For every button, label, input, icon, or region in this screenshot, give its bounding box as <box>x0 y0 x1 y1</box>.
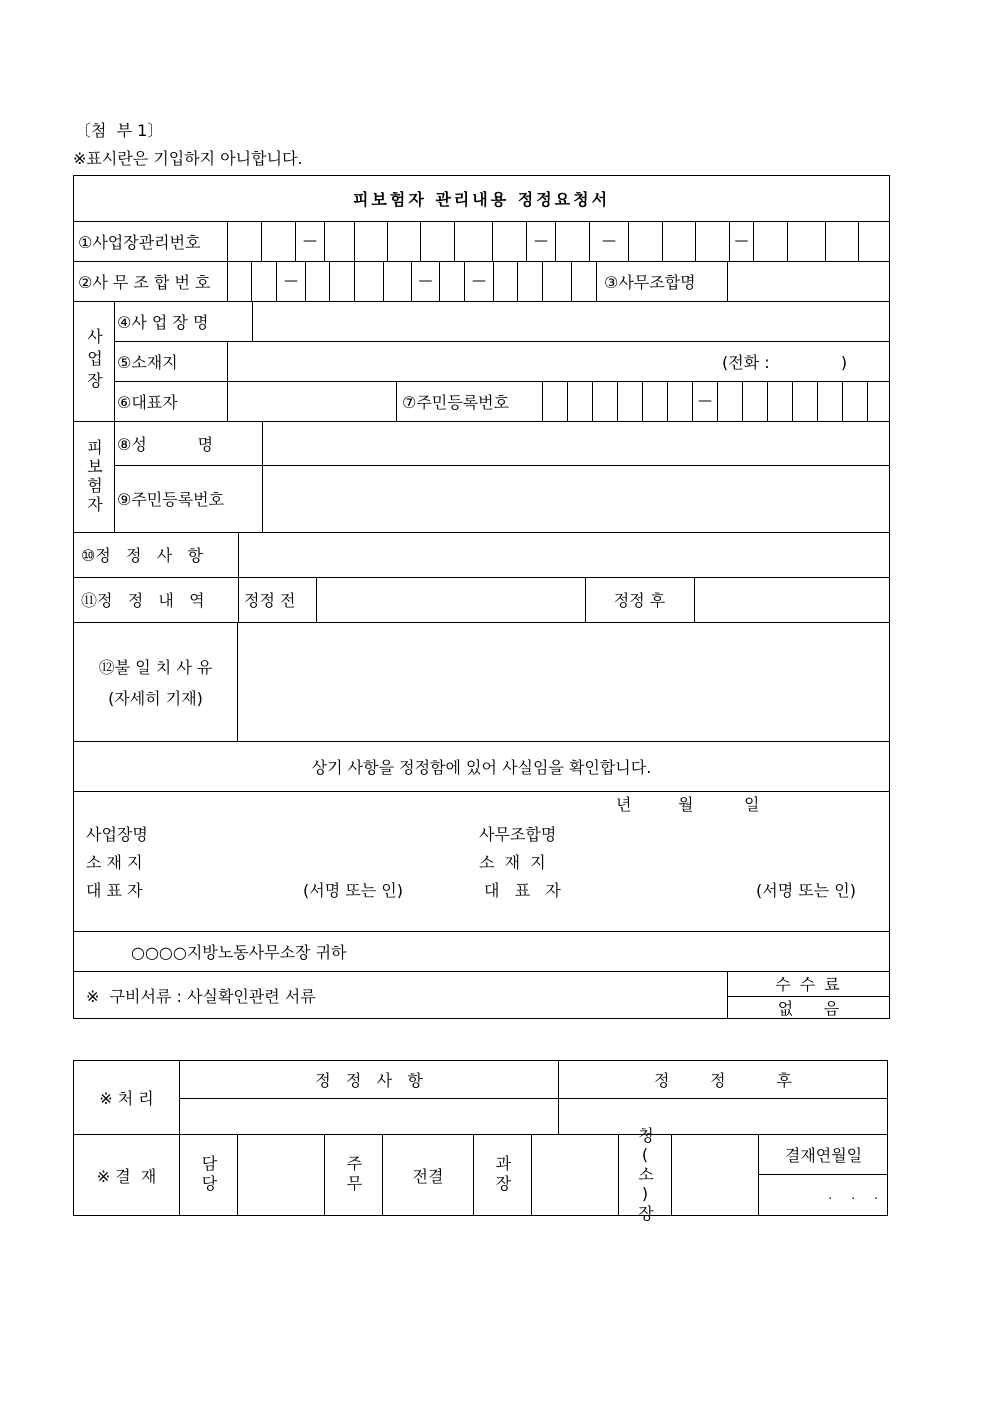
union-number-digit-box[interactable] <box>440 262 464 300</box>
sig-left-sign-or-seal[interactable]: (서명 또는 인) <box>303 880 403 900</box>
union-number-digit-box[interactable] <box>355 262 383 300</box>
business-mgmt-number-digit-box[interactable] <box>826 222 858 260</box>
business-mgmt-number-digit-box[interactable] <box>493 222 526 260</box>
insured-group-label: 피보험자 <box>84 438 104 515</box>
business-mgmt-number-label: ①사업장관리번호 <box>78 232 201 252</box>
sig-union-name-label: 사무조합명 <box>479 824 557 844</box>
union-number-separator: — <box>472 273 486 289</box>
rep-resident-number-digit-box[interactable] <box>718 382 742 420</box>
sig-business-name-label: 사업장명 <box>86 824 148 844</box>
business-mgmt-number-separator: — <box>303 233 317 249</box>
fee-label: 수 수 료 <box>775 975 842 994</box>
union-name-input[interactable] <box>728 262 888 300</box>
rep-resident-number-digit-box[interactable] <box>618 382 642 420</box>
business-mgmt-number-digit-box[interactable] <box>421 222 454 260</box>
correction-items-header: 정 정 사 항 <box>315 1071 423 1090</box>
correction-detail-label: ⑪정 정 내 역 <box>81 591 205 610</box>
insured-name-input[interactable] <box>263 422 888 464</box>
rep-resident-number-separator: — <box>698 393 712 409</box>
business-mgmt-number-separator: — <box>602 233 616 249</box>
business-group-label: 사업장 <box>84 328 104 394</box>
date-day: 일 <box>744 794 760 814</box>
chief-label: 주무 <box>344 1155 363 1195</box>
approval-date-value[interactable]: . . . <box>828 1188 878 1202</box>
after-correction-label: 정정 후 <box>613 591 666 610</box>
union-number-digit-box[interactable] <box>384 262 411 300</box>
attachment-label: 〔첨 부 1〕 <box>75 121 164 140</box>
fee-value: 없 음 <box>777 999 840 1018</box>
representative-label: ⑥대표자 <box>117 392 178 412</box>
business-mgmt-number-digit-box[interactable] <box>754 222 787 260</box>
union-number-separator: — <box>418 273 433 289</box>
union-number-digit-box[interactable] <box>518 262 542 300</box>
union-number-separator: — <box>284 273 298 289</box>
business-mgmt-number-separator: — <box>534 233 548 249</box>
insured-name-label: ⑧성 명 <box>117 434 214 454</box>
union-number-digit-box[interactable] <box>572 262 596 300</box>
union-number-digit-box[interactable] <box>494 262 517 300</box>
delegated-label: 전결 <box>412 1166 444 1186</box>
union-number-digit-box[interactable] <box>330 262 354 300</box>
rep-resident-number-digit-box[interactable] <box>593 382 617 420</box>
location-input[interactable] <box>228 342 708 380</box>
representative-input[interactable] <box>228 382 396 420</box>
business-name-label: ④사 업 장 명 <box>117 312 209 332</box>
business-mgmt-number-digit-box[interactable] <box>262 222 295 260</box>
correction-request-form <box>73 175 890 1019</box>
rep-resident-number-digit-box[interactable] <box>818 382 842 420</box>
before-correction-input[interactable] <box>317 578 585 621</box>
after-correction-input[interactable] <box>695 578 888 621</box>
director-sign-box[interactable] <box>672 1135 758 1215</box>
rep-resident-number-label: ⑦주민등록번호 <box>402 392 510 412</box>
correction-items-input[interactable] <box>180 1099 558 1134</box>
mismatch-reason-title: ⑫불 일 치 사 유 <box>98 657 213 677</box>
section-head-label: 과장 <box>493 1155 512 1195</box>
sig-union-representative-label: 대 표 자 <box>484 880 561 900</box>
union-number-digit-box[interactable] <box>306 262 329 300</box>
rep-resident-number-digit-box[interactable] <box>743 382 767 420</box>
insured-resident-number-label: ⑨주민등록번호 <box>117 490 225 509</box>
form-title: 피보험자 관리내용 정정요청서 <box>352 190 611 209</box>
sig-location-label: 소 재 지 <box>86 852 143 872</box>
rep-resident-number-digit-box[interactable] <box>568 382 592 420</box>
business-mgmt-number-digit-box[interactable] <box>663 222 695 260</box>
correction-item-input[interactable] <box>239 533 888 576</box>
addressee: ○○○○지방노동사무소장 귀하 <box>131 942 347 962</box>
confirm-statement: 상기 사항을 정정함에 있어 사실임을 확인합니다. <box>311 757 652 777</box>
office-processing-table <box>73 1060 888 1223</box>
process-label: ※ 처 리 <box>99 1089 154 1108</box>
business-mgmt-number-digit-box[interactable] <box>556 222 589 260</box>
after-correction-header: 정 정 후 <box>654 1071 792 1090</box>
staff-sign-box[interactable] <box>238 1135 324 1215</box>
union-number-label: ②사 무 조 합 번 호 <box>78 272 211 292</box>
business-mgmt-number-digit-box[interactable] <box>696 222 729 260</box>
sig-union-location-label: 소 재 지 <box>479 852 546 872</box>
before-correction-label: 정정 전 <box>244 591 296 610</box>
section-head-sign-box[interactable] <box>532 1135 618 1215</box>
union-number-digit-box[interactable] <box>228 262 251 300</box>
mismatch-reason-subtitle: (자세히 기재) <box>108 688 203 708</box>
director-label: 청(소)장 <box>635 1127 655 1223</box>
rep-resident-number-digit-box[interactable] <box>843 382 867 420</box>
business-mgmt-number-digit-box[interactable] <box>629 222 662 260</box>
union-name-label: ③사무조합명 <box>604 272 696 292</box>
business-mgmt-number-separator: — <box>734 233 749 249</box>
rep-resident-number-digit-box[interactable] <box>793 382 817 420</box>
mismatch-reason-label <box>74 622 237 741</box>
rep-resident-number-digit-box[interactable] <box>768 382 792 420</box>
business-mgmt-number-digit-box[interactable] <box>228 222 261 260</box>
sig-representative-label: 대 표 자 <box>86 880 143 900</box>
date-month: 월 <box>678 794 694 814</box>
business-mgmt-number-digit-box[interactable] <box>388 222 420 260</box>
business-mgmt-number-digit-box[interactable] <box>325 222 354 260</box>
notice-text: ※표시란은 기입하지 아니합니다. <box>73 149 303 168</box>
phone-label: (전화 : ) <box>722 352 848 372</box>
staff-label: 담당 <box>199 1155 218 1195</box>
mismatch-reason-input[interactable] <box>238 623 888 740</box>
rep-resident-number-digit-box[interactable] <box>643 382 667 420</box>
business-mgmt-number-digit-box[interactable] <box>455 222 492 260</box>
approval-date-label: 결재연월일 <box>784 1146 863 1165</box>
insured-resident-number-input[interactable] <box>263 466 888 531</box>
date-year: 년 <box>616 794 632 814</box>
approval-label: ※ 결 재 <box>96 1166 157 1186</box>
union-number-digit-box[interactable] <box>543 262 571 300</box>
rep-resident-number-digit-box[interactable] <box>668 382 692 420</box>
sig-right-sign-or-seal[interactable]: (서명 또는 인) <box>756 880 856 900</box>
location-label: ⑤소재지 <box>117 352 178 372</box>
union-number-digit-box[interactable] <box>252 262 276 300</box>
business-mgmt-number-digit-box[interactable] <box>355 222 387 260</box>
required-documents: ※ 구비서류 : 사실확인관련 서류 <box>86 986 316 1006</box>
business-mgmt-number-digit-box[interactable] <box>788 222 825 260</box>
rep-resident-number-digit-box[interactable] <box>543 382 567 420</box>
after-correction-office-input[interactable] <box>559 1099 887 1134</box>
correction-item-label: ⑩정 정 사 항 <box>81 546 203 565</box>
business-name-input[interactable] <box>253 302 888 340</box>
